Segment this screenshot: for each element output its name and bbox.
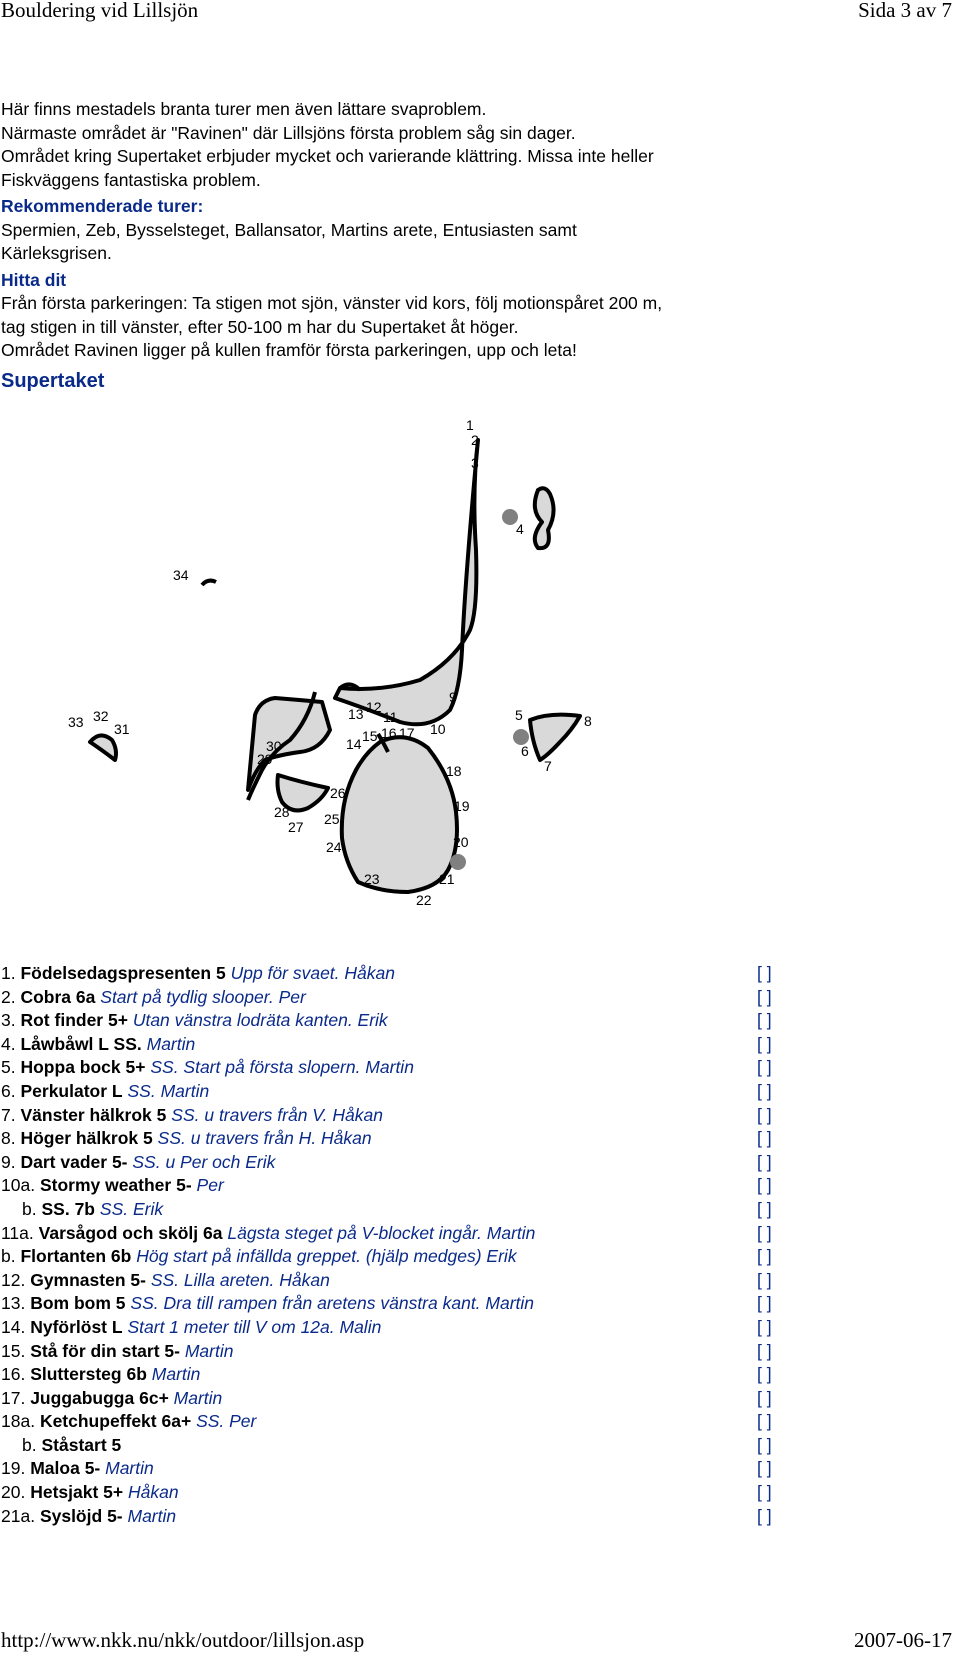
route-description: Martin — [184, 1340, 234, 1361]
document-title: Bouldering vid Lillsjön — [1, 0, 199, 22]
route-grade: 5 — [111, 1434, 122, 1455]
route-number: 19. — [1, 1458, 26, 1479]
map-label: 27 — [288, 819, 304, 835]
route-checkbox[interactable]: [ ] — [757, 1482, 772, 1503]
map-label: 23 — [364, 871, 380, 887]
rock-figure-eight — [535, 488, 554, 548]
route-name: Hetsjakt — [30, 1482, 99, 1503]
route-grade: 5- — [111, 1151, 128, 1172]
map-label: 19 — [454, 798, 470, 814]
recommended-line: Spermien, Zeb, Bysselsteget, Ballansator, Martins arete, Entusiasten samt — [1, 219, 577, 240]
map-label: 26 — [330, 785, 346, 801]
route-number: 20. — [1, 1482, 26, 1503]
directions-line: Området Ravinen ligger på kullen framför första parkeringen, upp och leta! — [1, 340, 577, 360]
route-name: Syslöjd — [39, 1505, 103, 1526]
route-description: Start 1 meter till V om 12a. Malin — [127, 1316, 382, 1337]
route-checkbox[interactable]: [ ] — [757, 1010, 772, 1031]
map-label: 30 — [266, 738, 282, 754]
recommended-line: Kärleksgrisen. — [1, 243, 112, 263]
route-name: Sluttersteg — [30, 1364, 122, 1385]
map-label: 13 — [348, 706, 364, 722]
route-checkbox[interactable]: [ ] — [757, 1175, 772, 1196]
map-label: 20 — [453, 834, 469, 850]
route-grade: 6b — [126, 1364, 147, 1385]
route-item — [1, 1198, 781, 1222]
route-item — [1, 1410, 781, 1434]
route-number: 6. — [1, 1080, 16, 1101]
route-name: Maloa — [30, 1458, 80, 1479]
route-name: Låwbåwl — [20, 1033, 94, 1054]
route-item — [1, 1434, 781, 1458]
route-number: 2. — [1, 986, 16, 1007]
route-description: SS. Erik — [99, 1198, 164, 1219]
route-checkbox[interactable]: [ ] — [757, 1080, 772, 1101]
route-grade: 6a+ — [161, 1411, 192, 1432]
route-number: 21a. — [1, 1505, 36, 1526]
route-checkbox[interactable]: [ ] — [757, 1364, 772, 1385]
route-grade: 6b — [110, 1246, 132, 1267]
map-label: 9 — [449, 689, 457, 705]
route-grade: 6a — [203, 1222, 223, 1243]
route-number: 18a. — [1, 1411, 36, 1432]
route-grade: L SS. — [98, 1033, 142, 1054]
map-label: 29 — [257, 751, 273, 767]
route-description: Martin — [105, 1458, 154, 1479]
route-number: b. — [22, 1434, 37, 1455]
footer-url: http://www.nkk.nu/nkk/outdoor/lillsjon.asp — [1, 1628, 365, 1652]
route-name: Varsågod och skölj — [38, 1222, 199, 1243]
route-checkbox[interactable]: [ ] — [757, 1434, 772, 1455]
intro-line: Här finns mestadels branta turer men även lättare svaproblem. — [1, 99, 487, 119]
map-label: 21 — [439, 871, 455, 887]
route-description: Per — [196, 1175, 224, 1196]
route-description: Martin — [151, 1364, 201, 1385]
map-label: 10 — [430, 721, 446, 737]
route-checkbox[interactable]: [ ] — [757, 1458, 772, 1479]
route-number: 13. — [1, 1293, 26, 1314]
route-item — [1, 1080, 781, 1104]
map-label: 7 — [544, 758, 552, 774]
route-description: Lägsta steget på V-blocket ingår. Martin — [227, 1222, 536, 1243]
route-checkbox[interactable]: [ ] — [757, 1340, 772, 1361]
route-grade: L — [111, 1080, 123, 1101]
intro-line: Området kring Supertaket erbjuder mycket och varierande klättring. Missa inte heller — [1, 146, 654, 166]
directions-line: tag stigen in till vänster, efter 50-100 m har du Supertaket åt höger. — [1, 316, 519, 337]
route-item — [1, 1481, 781, 1505]
map-label: 14 — [346, 736, 362, 752]
rock-main-ridge — [335, 440, 478, 724]
rock-5-8 — [530, 715, 580, 760]
route-description: SS. Dra till rampen från aretens vänstra kant. Martin — [130, 1293, 535, 1314]
route-item — [1, 1340, 781, 1364]
route-item — [1, 1457, 781, 1481]
map-label: 5 — [515, 707, 523, 723]
route-number: 1. — [1, 963, 16, 983]
route-checkbox[interactable]: [ ] — [757, 1033, 772, 1054]
route-name: Gymnasten — [30, 1269, 126, 1290]
route-checkbox[interactable]: [ ] — [757, 1293, 772, 1314]
route-grade: 7b — [74, 1198, 96, 1219]
route-description: SS. Martin — [127, 1080, 210, 1101]
route-description: Martin — [173, 1387, 223, 1408]
route-checkbox[interactable]: [ ] — [757, 1411, 772, 1432]
route-name: Stormy weather — [39, 1175, 172, 1196]
route-checkbox[interactable]: [ ] — [757, 1198, 772, 1219]
route-grade: 5- — [176, 1175, 192, 1196]
route-grade: 5 — [115, 1293, 126, 1314]
route-description: SS. u travers från H. Håkan — [157, 1128, 372, 1149]
route-checkbox[interactable]: [ ] — [757, 1246, 772, 1267]
route-name: Juggabugga — [30, 1387, 135, 1408]
map-label: 33 — [68, 714, 84, 730]
map-label: 31 — [114, 721, 130, 737]
route-description: SS. u travers från V. Håkan — [171, 1104, 383, 1125]
route-description: Start på tydlig slooper. Per — [100, 986, 306, 1007]
map-label: 25 — [324, 811, 340, 827]
map-label: 34 — [173, 567, 189, 583]
page-number: Sida 3 av 7 — [858, 0, 952, 22]
route-grade: 5 — [143, 1128, 153, 1149]
map-label: 8 — [584, 713, 592, 729]
route-item — [1, 1151, 781, 1175]
map-label: 4 — [516, 521, 524, 537]
route-description: SS. Start på första slopern. Martin — [150, 1057, 414, 1078]
route-item — [1, 986, 781, 1010]
map-label: 18 — [446, 763, 462, 779]
route-grade: 6a — [75, 986, 96, 1007]
directions-line: Från första parkeringen: Ta stigen mot sjön, vänster vid kors, följ motionspåret 200 m, — [1, 293, 663, 313]
route-grade: 6c+ — [139, 1387, 169, 1408]
route-grade: 5 — [215, 963, 226, 983]
route-item — [1, 1127, 781, 1151]
route-description: Martin — [127, 1505, 177, 1526]
route-grade: 5 — [156, 1104, 167, 1125]
route-number: 15. — [1, 1340, 26, 1361]
route-checkbox[interactable]: [ ] — [757, 963, 772, 983]
route-grade: L — [111, 1316, 123, 1337]
route-checkbox[interactable]: [ ] — [757, 1505, 772, 1526]
route-name: Dart vader — [20, 1151, 108, 1172]
route-item — [1, 1387, 781, 1411]
route-description: SS. u Per och Erik — [132, 1151, 276, 1172]
map-label: 2 — [471, 432, 479, 448]
route-checkbox[interactable]: [ ] — [757, 1151, 772, 1172]
route-number: 16. — [1, 1364, 26, 1385]
route-checkbox[interactable]: [ ] — [757, 1128, 772, 1149]
directions-heading: Hitta dit — [1, 269, 67, 290]
map-label: 1 — [466, 417, 474, 433]
route-item — [1, 1505, 781, 1529]
map-label: 28 — [274, 804, 290, 820]
rock-34 — [202, 581, 216, 585]
start-marker — [450, 854, 466, 870]
route-number: 4. — [1, 1033, 16, 1054]
route-item — [1, 1033, 781, 1057]
route-description: Utan vänstra lodräta kanten. Erik — [132, 1010, 388, 1031]
map-label: 6 — [521, 743, 529, 759]
route-item — [1, 1104, 781, 1128]
route-item — [1, 1056, 781, 1080]
route-grade: 5+ — [125, 1057, 146, 1078]
map-label: 3 — [471, 455, 479, 471]
recommended-heading: Rekommenderade turer: — [1, 196, 204, 216]
map-label: 32 — [93, 708, 109, 724]
route-grade: 5- — [130, 1269, 146, 1290]
footer-date: 2007-06-17 — [854, 1628, 952, 1652]
route-checkbox[interactable]: [ ] — [757, 1104, 772, 1125]
route-name: Rot finder — [20, 1010, 104, 1031]
route-description: SS. Lilla areten. Håkan — [150, 1269, 330, 1290]
route-name: Höger hälkrok — [20, 1128, 139, 1149]
page-footer — [0, 1628, 960, 1654]
map-label: 12 — [366, 699, 382, 715]
rock-33 — [90, 735, 116, 760]
route-name: Cobra — [20, 986, 72, 1007]
route-description: SS. Per — [196, 1411, 257, 1432]
route-item — [1, 1316, 781, 1340]
route-name: Vänster hälkrok — [20, 1104, 152, 1125]
map-label: 16 — [381, 725, 397, 741]
route-item — [1, 1009, 781, 1033]
route-number: 9. — [1, 1151, 16, 1172]
route-item — [1, 1222, 781, 1246]
route-item — [1, 1174, 781, 1198]
route-name: Ståstart — [41, 1434, 107, 1455]
rock-big-boulder — [342, 737, 457, 892]
route-grade: 5- — [84, 1458, 101, 1479]
route-item — [1, 1269, 781, 1293]
route-number: 8. — [1, 1128, 16, 1149]
map-label: 17 — [399, 725, 415, 741]
intro-line: Närmaste området är "Ravinen" där Lillsjöns första problem såg sin dager. — [1, 122, 576, 143]
route-checkbox[interactable]: [ ] — [757, 1387, 772, 1408]
route-number: 17. — [1, 1387, 26, 1408]
route-name: Ketchupeffekt — [39, 1411, 157, 1432]
route-checkbox[interactable]: [ ] — [757, 1222, 772, 1243]
route-number: b. — [22, 1198, 37, 1219]
route-description: Hög start på infällda greppet. (hjälp medges) Erik — [136, 1246, 517, 1267]
route-name: Födelsedagspresenten — [20, 963, 212, 983]
route-checkbox[interactable]: [ ] — [757, 1057, 772, 1078]
route-number: 3. — [1, 1010, 16, 1031]
route-name: SS. — [41, 1198, 70, 1219]
route-name: Stå för din start — [30, 1340, 160, 1361]
map-label: 15 — [362, 728, 378, 744]
route-grade: 5- — [107, 1505, 123, 1526]
route-name: Flortanten — [20, 1246, 107, 1267]
route-number: 10a. — [1, 1175, 36, 1196]
route-grade: 5+ — [103, 1482, 124, 1503]
route-number: 7. — [1, 1104, 16, 1125]
route-number: b. — [1, 1246, 16, 1267]
route-name: Perkulator — [20, 1080, 108, 1101]
route-item — [1, 1292, 781, 1316]
route-name: Hoppa bock — [20, 1057, 121, 1078]
route-checkbox[interactable]: [ ] — [757, 986, 772, 1007]
route-number: 14. — [1, 1316, 26, 1337]
route-number: 11a. — [1, 1222, 34, 1243]
route-item — [1, 1363, 781, 1387]
boulder-map — [60, 417, 640, 955]
route-grade: 5- — [164, 1340, 180, 1361]
route-number: 12. — [1, 1269, 26, 1290]
map-label: 24 — [326, 839, 342, 855]
route-name: Nyförlöst — [30, 1316, 108, 1337]
map-label: 11 — [383, 709, 398, 725]
route-description: Martin — [146, 1033, 196, 1054]
route-checkbox[interactable]: [ ] — [757, 1316, 772, 1337]
route-list — [1, 962, 781, 1528]
main-content — [1, 98, 941, 393]
route-item — [1, 962, 781, 986]
route-description: Upp för svaet. Håkan — [230, 963, 395, 983]
section-title: Supertaket — [1, 369, 105, 392]
route-name: Bom bom — [30, 1293, 111, 1314]
intro-line: Fiskväggens fantastiska problem. — [1, 169, 261, 190]
map-label: 22 — [416, 892, 432, 908]
route-checkbox[interactable]: [ ] — [757, 1269, 772, 1290]
route-grade: 5+ — [108, 1010, 128, 1031]
page-header — [0, 0, 960, 24]
route-number: 5. — [1, 1057, 16, 1078]
route-item — [1, 1245, 781, 1269]
route-description: Håkan — [128, 1482, 179, 1503]
